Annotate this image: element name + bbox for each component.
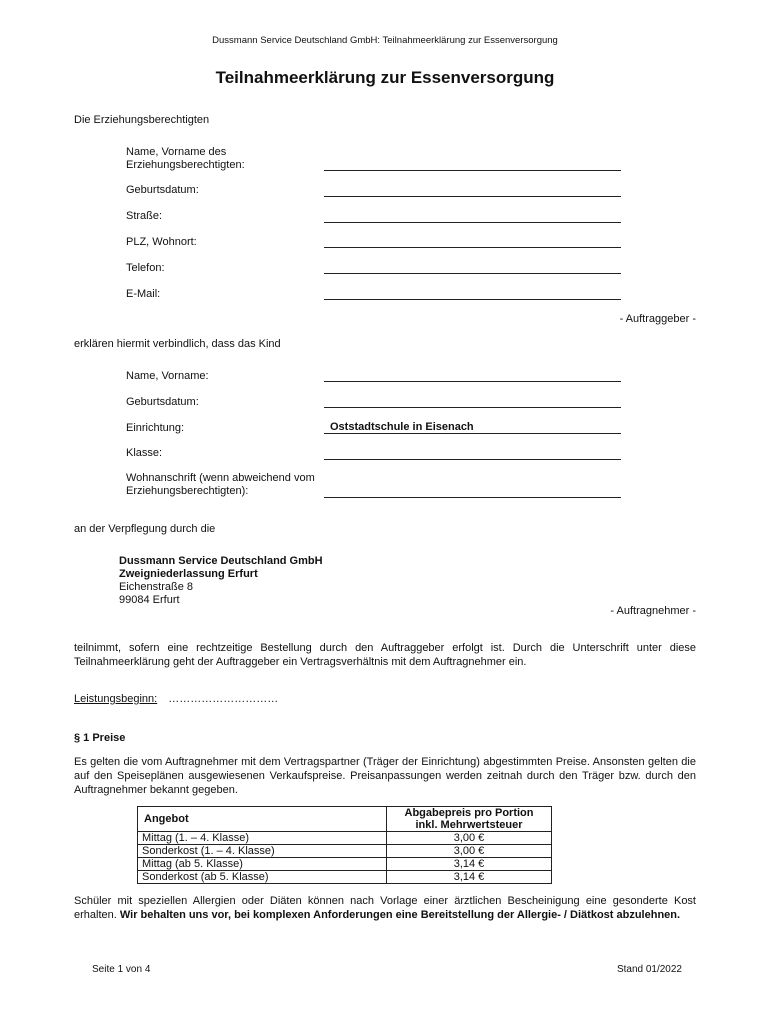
allergy-bold-text: Wir behalten uns vor, bei komplexen Anforderungen eine Bereitstellung der Allergie- / Diätkost abzulehnen. (119, 909, 681, 921)
table-row (138, 832, 552, 845)
class-label: Klasse: (126, 447, 163, 459)
child-address-field[interactable] (324, 497, 621, 498)
price-table (137, 806, 552, 884)
table-row (138, 871, 552, 884)
child-birthdate-field[interactable] (324, 407, 621, 408)
start-value[interactable]: ………………………… (168, 693, 279, 705)
guardian-phone-label: Telefon: (126, 262, 165, 274)
contractor-address (119, 555, 323, 607)
contractor-city: 99084 Erfurt (119, 594, 180, 606)
contractor-name: Dussmann Service Deutschland GmbH (119, 555, 323, 567)
table-row (138, 858, 552, 871)
child-intro: erklären hiermit verbindlich, dass das Kind (74, 338, 281, 350)
offer-cell: Mittag (1. – 4. Klasse) (138, 832, 387, 845)
price-column-header (387, 807, 552, 832)
price-cell: 3,00 € (387, 832, 552, 845)
offer-column-header: Angebot (138, 807, 387, 832)
institution-label: Einrichtung: (126, 422, 185, 434)
section-1-heading: § 1 Preise (74, 732, 126, 744)
institution-field[interactable] (324, 433, 621, 434)
guardian-phone-field[interactable] (324, 273, 621, 274)
guardian-email-label: E-Mail: (126, 288, 161, 300)
guardian-birthdate-field[interactable] (324, 196, 621, 197)
guardian-zip-city-label: PLZ, Wohnort: (126, 236, 197, 248)
guardian-name-field[interactable] (324, 170, 621, 171)
client-role: - Auftraggeber - (619, 313, 696, 325)
allergy-text: Schüler mit speziellen Allergien oder Diäten können nach Vorlage einer ärztlichen Bescheinigung eine gesonderte Kost erhalten. (74, 895, 696, 921)
price-header-line1: Abgabepreis pro Portion (404, 807, 534, 819)
price-cell: 3,14 € (387, 871, 552, 884)
guardian-birthdate-label: Geburtsdatum: (126, 184, 199, 196)
page-title: Teilnahmeerklärung zur Essenversorgung (215, 68, 555, 87)
participation-text: teilnimmt, sofern eine rechtzeitige Bestellung durch den Auftraggeber erfolgt ist. Durch die Unterschrift unter diese Teilnahmeerklärung geht der Auftraggeber ein Vertragsverhältnis mit dem Auftragnehmer ein. (74, 642, 696, 668)
price-cell: 3,00 € (387, 845, 552, 858)
price-table-header (138, 807, 552, 832)
child-address-label: Wohnanschrift (wenn abweichend vom Erziehungsberechtigten): (126, 472, 315, 497)
guardian-email-field[interactable] (324, 299, 621, 300)
class-field[interactable] (324, 459, 621, 460)
version-stamp: Stand 01/2022 (616, 964, 682, 975)
contractor-branch: Zweigniederlassung Erfurt (119, 568, 258, 580)
section-1-text: Es gelten die vom Auftragnehmer mit dem Vertragspartner (Träger der Einrichtung) abgestimmten Preise. Ansonsten gelten die auf den Speiseplänen ausgewiesenen Verkaufspreise. Preisanpassungen werden zeitnah durch den Träger bzw. durch den Auftragnehmer bekannt gegeben. (74, 756, 696, 796)
guardian-zip-city-field[interactable] (324, 247, 621, 248)
guardian-street-field[interactable] (324, 222, 621, 223)
offer-cell: Sonderkost (ab 5. Klasse) (138, 871, 387, 884)
contractor-intro: an der Verpflegung durch die (74, 523, 216, 535)
page-number: Seite 1 von 4 (92, 964, 151, 975)
contractor-street: Eichenstraße 8 (119, 581, 193, 593)
price-header-line2: inkl. Mehrwertsteuer (415, 819, 523, 831)
child-name-field[interactable] (324, 381, 621, 382)
start-row (74, 693, 278, 705)
guardian-street-label: Straße: (126, 210, 163, 222)
start-label: Leistungsbeginn: (74, 693, 158, 705)
child-name-label: Name, Vorname: (126, 370, 209, 382)
contractor-role: - Auftragnehmer - (610, 605, 696, 617)
offer-cell: Mittag (ab 5. Klasse) (138, 858, 387, 871)
table-row (138, 845, 552, 858)
page-header: Dussmann Service Deutschland GmbH: Teilnahmeerklärung zur Essenversorgung (212, 35, 558, 46)
allergy-paragraph (74, 894, 696, 922)
price-cell: 3,14 € (387, 858, 552, 871)
guardians-intro: Die Erziehungsberechtigten (74, 114, 210, 126)
guardian-name-label: Name, Vorname des Erziehungsberechtigten: (126, 146, 245, 171)
offer-cell: Sonderkost (1. – 4. Klasse) (138, 845, 387, 858)
institution-value: Oststadtschule in Eisenach (330, 421, 474, 433)
child-birthdate-label: Geburtsdatum: (126, 396, 199, 408)
